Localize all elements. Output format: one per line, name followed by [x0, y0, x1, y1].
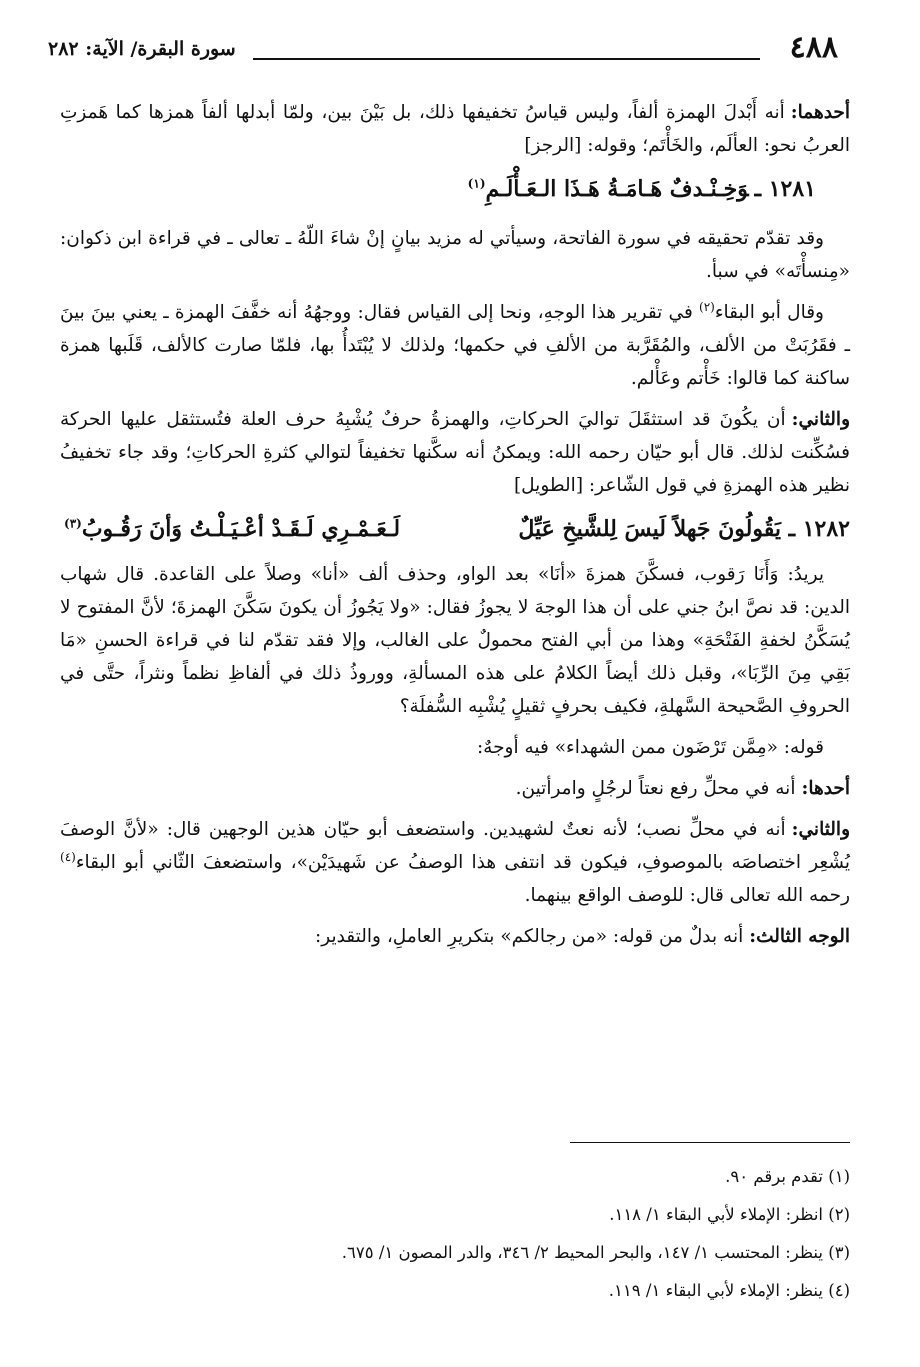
- paragraph-lead: والثاني:: [791, 819, 850, 840]
- paragraph-second-aspect: [60, 813, 850, 912]
- footnote-ref: (٣): [64, 516, 82, 531]
- paragraph-lead: والثاني:: [791, 409, 850, 430]
- paragraph-text: في تقرير هذا الوجهِ، ونحا إلى القياس فقال: ووجهُهُ أنه خفَّفَ الهمزة ـ يعني بينَ بينَ ـ فقَرُبَتْ من الألف، والمُقَرَّبة من الألفِ في حكمها؛ ولذلك لا يُبْتَدأُ بها، فلمّا صارت كالألف، قَلَبها همزة ساكنة كما قالوا: خَأْتم وعَأْلم.: [60, 302, 850, 389]
- paragraph-text: أنه أَبْدلَ الهمزة ألفاً، وليس قياسُ تخفيفها ذلك، بل بَيْنَ بين، ولمّا أبدلها ألفاً همزها كما هَمزتِ العربُ نحو: العألَم، والخَأْتَم؛ وقوله: [الرجز]: [60, 102, 850, 156]
- verse-text: وَخِـنْـدفٌ هَـامَـةُ هَـذَا الـعَـأْلَـمِ: [485, 176, 749, 202]
- verse-second-hemistich: [64, 510, 400, 548]
- running-title: سورة البقرة/ الآية: ٢٨٢: [48, 38, 236, 60]
- paragraph-third-aspect: [60, 920, 850, 953]
- footnote-ref: (٤): [60, 849, 76, 864]
- footnote-ref: (٢): [699, 299, 715, 314]
- paragraph: وقد تقدّم تحقيقه في سورة الفاتحة، وسيأتي له مزيد بيانٍ إنْ شاءَ اللّهُ ـ تعالى ـ في قراءة ابن ذكوان: «مِنسأْتَه» في سبأ.: [60, 228, 850, 282]
- verse-text: لَـعَـمْـرِي لَـقَـدْ أعْـيَـلْـتُ وَأنَ رَقُـوبُ: [81, 516, 401, 542]
- paragraph-text: أنه في محلِّ رفع نعتاً لرجُلٍ وامرأتين.: [515, 778, 796, 799]
- paragraph-text: أنه بدلٌ من قوله: «من رجالكم» بتكريرِ العاملِ، والتقدير:: [315, 926, 744, 947]
- verse-1282: [60, 510, 850, 548]
- verse-1281: [60, 170, 850, 208]
- paragraph-text: رحمه الله تعالى قال: للوصف الواقع بينهما.: [524, 885, 850, 906]
- page-number: ٤٨٨: [789, 30, 838, 65]
- paragraph-text: أن يكُونَ قد استثقَلَ تواليَ الحركاتِ، والهمزةُ حرفٌ يُشْبِهُ حرف العلة فتُستثقل عليها الحركة فسُكِّنت لذلك. قال أبو حيّان رحمه الله: ويمكنُ أنه سكَّنها تخفيفاً لتوالي كثرةِ الحركاتِ؛ وقد جاء تخفيفُ نظير هذه الهمزةِ في قول الشّاعر: [الطويل]: [60, 409, 850, 496]
- paragraph-lead: أحدهما:: [790, 102, 850, 123]
- main-text: [60, 96, 850, 961]
- footnote: (٣) ينظر: المحتسب ١/ ١٤٧، والبحر المحيط ٢/ ٣٤٦، والدر المصون ١/ ٦٧٥.: [341, 1243, 850, 1262]
- paragraph-first-aspect: [60, 772, 850, 805]
- footnote: (١) تقدم برقم ٩٠.: [725, 1167, 850, 1186]
- paragraph: يريدُ: وَأَنَا رَقوب، فسكَّنَ همزةَ «أنَا» بعد الواو، وحذف ألف «أنا» وصلاً على القاعدة. قال شهاب الدين: قد نصَّ ابنُ جني على أن هذا الوجهَ لا يجوزُ فقال: «ولا يَجُوزُ أن يكونَ سَكَّنَ الهمزةَ؛ لأنَّ المفتوح لا يُسَكَّنُ لخفةِ الفَتْحَةِ» وهذا من أبي الفتح محمولٌ على الغالب، وإلا فقد تقدّم لنا في قراءة الحسنِ «مَا بَقِي مِنَ الرِّبَا»، وقبل ذلك أيضاً الكلامُ على هذه المسألةِ، ووروذُ ذلك في ألفاظِ نظماً ونثراً، حتَّى في الحروفِ الصَّحيحة السَّهلةِ، فكيف بحرفٍ ثقيلٍ يُشْبِه السُّفلَة؟: [60, 564, 850, 717]
- paragraph-lead: أحدها:: [801, 778, 850, 799]
- paragraph-lead: الوجه الثالث:: [749, 926, 850, 947]
- footnote: (٤) ينظر: الإملاء لأبي البقاء ١/ ١١٩.: [608, 1281, 850, 1300]
- paragraph: قوله: «مِمَّن تَرْضَون ممن الشهداء» فيه أوجهٌ:: [476, 737, 824, 758]
- paragraph-text: أنه في محلِّ نصب؛ لأنه نعتٌ لشهيدين. واستضعف أبو حيّان هذين الوجهين قال: «لأنَّ الوصفَ يُشْعِر اختصاصَه بالموصوفِ، فيكون قد انتفى هذا الوصفُ عن شَهيدَيْن»، واستضعفَ الثّاني أبو البقاء: [60, 819, 850, 873]
- paragraph-first-view: [60, 96, 850, 162]
- verse-number: ١٢٨٢ ـ: [788, 516, 850, 542]
- page-header: [48, 30, 838, 70]
- footnote-ref: (١): [467, 176, 486, 191]
- paragraph-second-view: [60, 403, 850, 502]
- paragraph-abu-albaqa: [60, 296, 850, 395]
- footnotes: [60, 1158, 850, 1310]
- verse-first-hemistich: [518, 510, 850, 548]
- footnote: (٢) انظر: الإملاء لأبي البقاء ١/ ١١٨.: [609, 1205, 850, 1224]
- verse-text: يَقُولُونَ جَهلاً لَيسَ لِلشَّيخِ عَيِّلٌ: [518, 516, 781, 542]
- footnote-rule: [570, 1142, 850, 1143]
- paragraph-text: وقال أبو البقاء: [714, 302, 824, 323]
- verse-number: ١٢٨١ ـ: [754, 176, 816, 202]
- header-rule: [253, 58, 760, 60]
